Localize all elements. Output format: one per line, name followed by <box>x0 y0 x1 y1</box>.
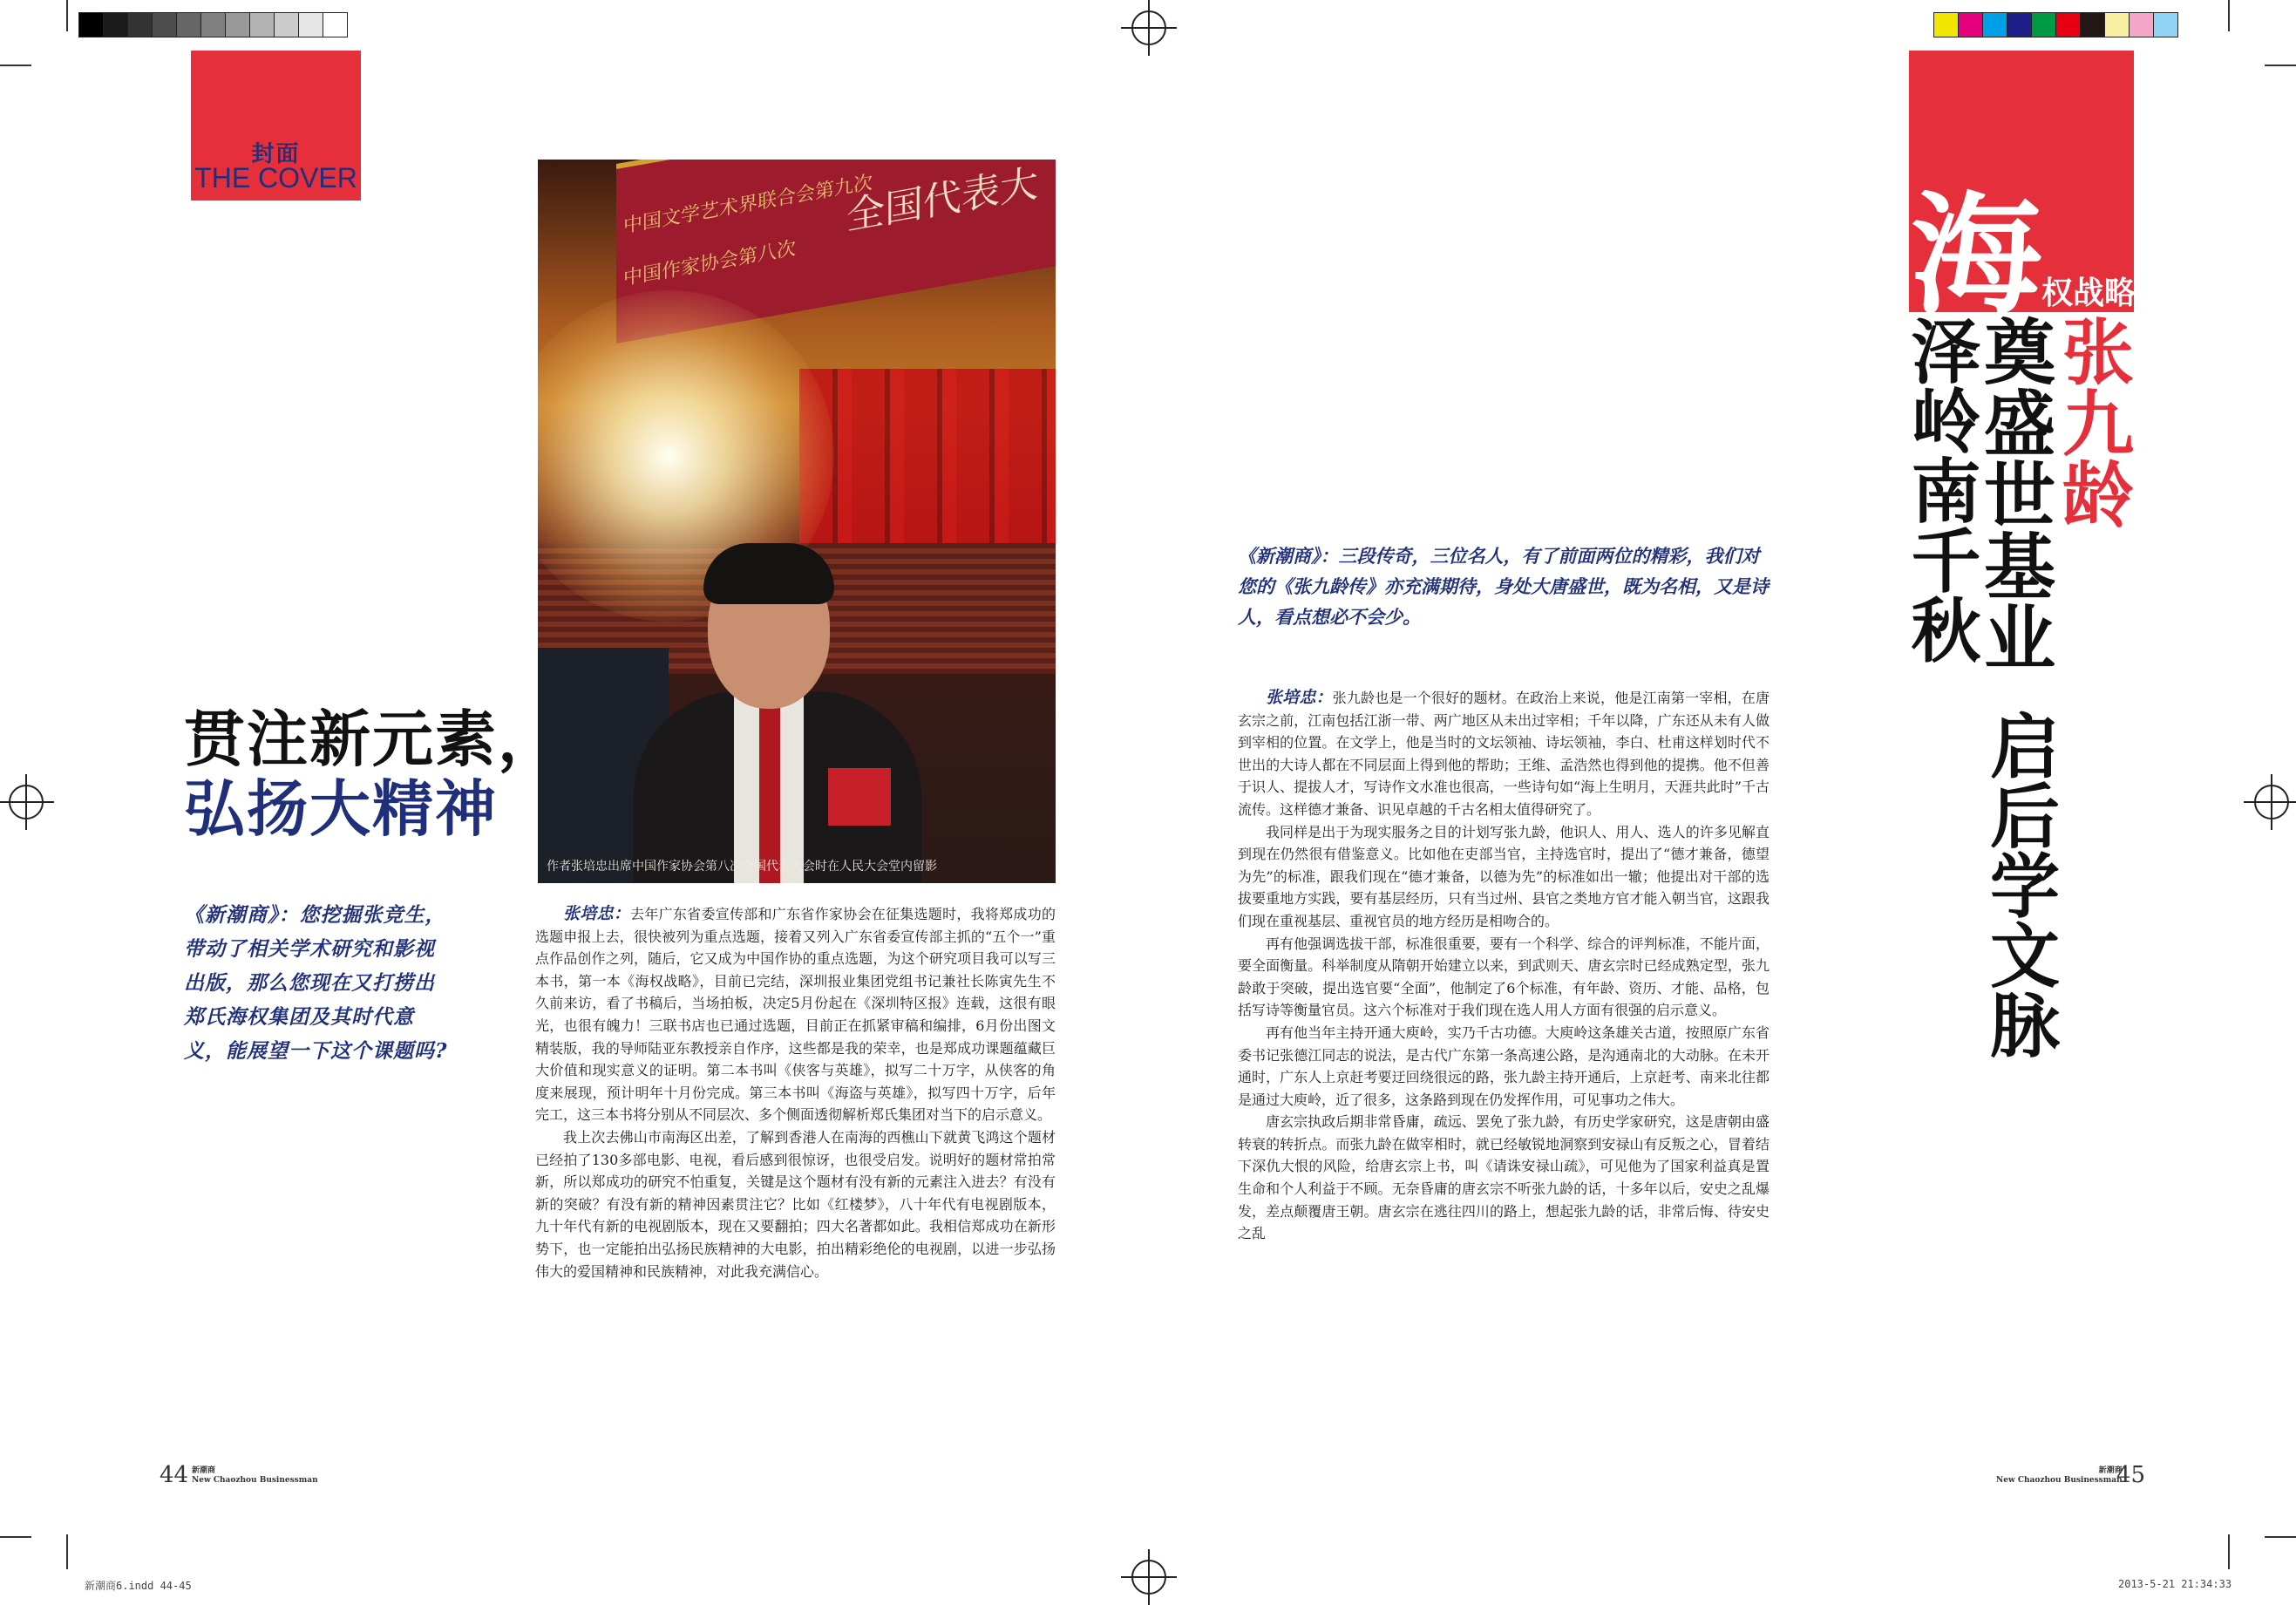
right-interview-question: 《新潮商》：三段传奇，三位名人，有了前面两位的精彩，我们对您的《张九龄传》亦充满期待，身处大唐盛世，既为名相，又是诗人，看点想必不会少。 <box>1238 545 1769 628</box>
registration-mark-bottom <box>1131 1560 1166 1595</box>
title-middle-column <box>1980 312 2059 681</box>
title-char: 泽 <box>1911 312 1981 393</box>
registration-mark-top <box>1131 10 1166 45</box>
right-answer-column <box>1238 687 1770 1245</box>
person-tie <box>759 700 780 883</box>
crop-mark <box>0 65 31 66</box>
title-lower-column <box>1986 707 2064 1067</box>
registration-mark-right <box>2254 785 2289 820</box>
brand-en: New Chaozhou Businessman <box>192 1476 318 1485</box>
title-char: 基 <box>1983 527 2055 609</box>
title-char: 龄 <box>2062 455 2134 538</box>
crop-mark <box>2265 65 2296 66</box>
left-footer-brand <box>192 1466 318 1486</box>
crop-mark <box>2228 0 2230 31</box>
title-subtitle: 权战略 <box>2041 275 2136 311</box>
title-char: 秋 <box>1911 591 1981 672</box>
title-char: 脉 <box>1990 986 2060 1067</box>
speaker-label: 张培忠： <box>1266 688 1333 707</box>
left-answer-column <box>535 903 1056 1282</box>
answer-paragraph: 我上次去佛山市南海区出差，了解到香港人在南海的西樵山下就黄飞鸿这个题材已经拍了130多部电影、电视，看后感到很惊讶，也很受启发。说明好的题材常拍常新，所以郑成功的研究不怕重复，关键是这个题材有没有新的元素注入进去？有没有新的突破？有没有新的精神因素贯注它？比如《红楼梦》，八十年代有电视剧版本，九十年代有新的电视剧版本，现在又要翻拍；四大名著都如此。我相信郑成功在新形势下，也一定能拍出弘扬民族精神的大电影，拍出精彩绝伦的电视剧，以进一步弘扬伟大的爱国精神和民族精神，对此我充满信心。 <box>535 1128 1056 1280</box>
crop-mark <box>66 0 68 31</box>
brand-en: New Chaozhou Businessman <box>1996 1476 2123 1485</box>
registration-mark-left <box>9 785 44 820</box>
title-char: 南 <box>1911 452 1981 533</box>
right-page-number: 45 <box>2116 1462 2146 1488</box>
banner-large-text: 全国代表大 <box>846 160 1038 240</box>
answer-paragraph: 我同样是出于为现实服务之目的计划写张九龄，他识人、用人、选人的许多见解直到现在仍然很有借鉴意义。比如他在吏部当官，主持选官时，提出了“德才兼备，德望为先”的标准，跟我们现在“德才兼备，以德为先”的标准如出一辙；他提出对干部的选拔要重地方实践，要有基层经历，只有当过州、县官之类地方官才能入朝当官，这跟我们现在重视基层、重视官员的地方经历是相吻合的。 <box>1238 823 1770 929</box>
photo-caption: 作者张培忠出席中国作家协会第八次全国代表大会时在人民大会堂内留影 <box>547 860 937 874</box>
speaker-label: 张培忠： <box>563 904 631 923</box>
title-char: 世 <box>1983 455 2055 538</box>
title-left-column <box>1909 312 1983 672</box>
title-char: 文 <box>1990 916 2060 997</box>
author-photo <box>538 160 1056 883</box>
title-char: 盛 <box>1983 384 2055 466</box>
headline-line-1: 贯注新元素， <box>184 703 560 775</box>
title-name-column <box>2059 312 2137 538</box>
title-char: 启 <box>1990 707 2060 788</box>
answer-paragraph <box>535 903 1056 1126</box>
title-char: 学 <box>1990 847 2060 928</box>
crop-mark <box>66 1534 68 1569</box>
cover-section-label <box>191 51 361 201</box>
paragraph-text: 去年广东省委宣传部和广东省作家协会在征集选题时，我将郑成功的选题申报上去，很快被列为重点选题，接着又列入广东省委宣传部主抓的“五个一”重点作品创作之列，随后，它又成为中国作协的重点选题，为这个研究项目我可以写三本书，第一本《海权战略》，目前已完结，深圳报业集团党组书记兼社长陈寅先生不久前来访，看了书稿后，当场拍板，决定5月份起在《深圳特区报》连载，这很有眼光，也很有魄力！三联书店也已通过选题，目前正在抓紧审稿和编排，6月份出图文精装版，我的导师陆亚东教授亲自作序，这些都是我的荣幸，也是郑成功课题蕴藏巨大价值和现实意义的证明。第二本书叫《侠客与英雄》，拟写二十万字，从侠客的角度来展现，预计明年十月份完成。第三本书叫《海盗与英雄》，拟写四十万字，后年完工，这三本书将分别从不同层次、多个侧面透彻解析郑氏集团对当下的启示意义。 <box>535 906 1056 1124</box>
title-char: 张 <box>2062 312 2134 395</box>
headline-line-2: 弘扬大精神 <box>184 772 498 845</box>
person-hair <box>703 543 834 604</box>
grayscale-color-bar <box>78 12 348 37</box>
crop-mark <box>2228 1534 2230 1569</box>
indd-slug-timestamp: 2013-5-21 21:34:33 <box>2118 1578 2232 1590</box>
answer-paragraph: 唐玄宗执政后期非常昏庸，疏远、罢免了张九龄，有历史学家研究，这是唐朝由盛转衰的转折点。而张九龄在做宰相时，就已经敏锐地洞察到安禄山有反叛之心，冒着结下深仇大恨的风险，给唐玄宗上书，叫《请诛安禄山疏》，可见他为了国家利益真是置生命和个人利益于不顾。无奈昏庸的唐玄宗不听张九龄的话，十多年以后，安史之乱爆发，差点颠覆唐王朝。唐玄宗在逃往四川的路上，想起张九龄的话，非常后悔、待安史之乱 <box>1238 1113 1770 1242</box>
delegate-badge <box>828 768 891 826</box>
title-char: 岭 <box>1911 382 1981 463</box>
brand-zh: 新潮商 <box>2098 1466 2123 1475</box>
indd-slug-file: 新潮商6.indd 44-45 <box>85 1580 192 1592</box>
cover-label-zh: 封面 <box>251 141 301 167</box>
banner-line-2: 中国作家协会第八次 <box>623 237 797 290</box>
answer-paragraph: 再有他强调选拔干部，标准很重要，要有一个科学、综合的评判标准，不能片面，要全面衡量。科举制度从隋朝开始建立以来，到武则天、唐玄宗时已经成熟定型，张九龄敢于突破，提出选官要“全面”，他制定了6个标准，有年龄、资历、才能、品格，包括写诗等衡量官员。这六个标准对于我们现在选人用人方面有很强的启示意义。 <box>1238 935 1770 1019</box>
title-char: 后 <box>1990 777 2060 858</box>
answer-paragraph <box>1238 687 1770 821</box>
left-interview-question: 《新潮商》：您挖掘张竞生，带动了相关学术研究和影视出版，那么您现在又打捞出郑氏海权集团及其时代意义，能展望一下这个课题吗? <box>184 903 448 1063</box>
answer-paragraph: 再有他当年主持开通大庾岭，实乃千古功德。大庾岭这条雄关古道，按照原广东省委书记张德江同志的说法，是古代广东第一条高速公路，是沟通南北的大动脉。在未开通时，广东人上京赶考要迂回绕很远的路，张九龄主持开通后，上京赶考、南来北往都是通过大庾岭，近了很多，这条路到现在仍发挥作用，可见事功之伟大。 <box>1238 1024 1770 1108</box>
crop-mark <box>2265 1536 2296 1538</box>
title-char: 奠 <box>1983 312 2055 395</box>
banner-line-1: 中国文学艺术界联合会第九次 <box>623 172 873 238</box>
title-char: 九 <box>2062 384 2134 466</box>
cover-label-en: THE COVER <box>194 162 357 194</box>
crop-mark <box>0 1536 31 1538</box>
title-calligraphy-hai: 海 <box>1911 179 2042 332</box>
right-footer-brand <box>1996 1466 2123 1486</box>
paragraph-text: 张九龄也是一个很好的题材。在政治上来说，他是江南第一宰相，在唐玄宗之前，江南包括江浙一带、两广地区从未出过宰相；千年以降，广东还从未有人做到宰相的位置。在文学上，他是当时的文坛领袖、诗坛领袖，李白、杜甫这样划时代不世出的大诗人都在不同层面上得到他的帮助；王维、孟浩然也得到他的提携。他不但善于识人、提拔人才，写诗作文水准也很高，一些诗句如“海上生明月，天涯共此时”千古流传。这样德才兼备、识见卓越的千古名相太值得研究了。 <box>1238 690 1770 818</box>
process-color-bar <box>1933 12 2178 37</box>
title-char: 千 <box>1911 521 1981 602</box>
left-page-number: 44 <box>160 1462 189 1488</box>
brand-zh: 新潮商 <box>192 1466 216 1475</box>
title-char: 业 <box>1983 598 2055 681</box>
